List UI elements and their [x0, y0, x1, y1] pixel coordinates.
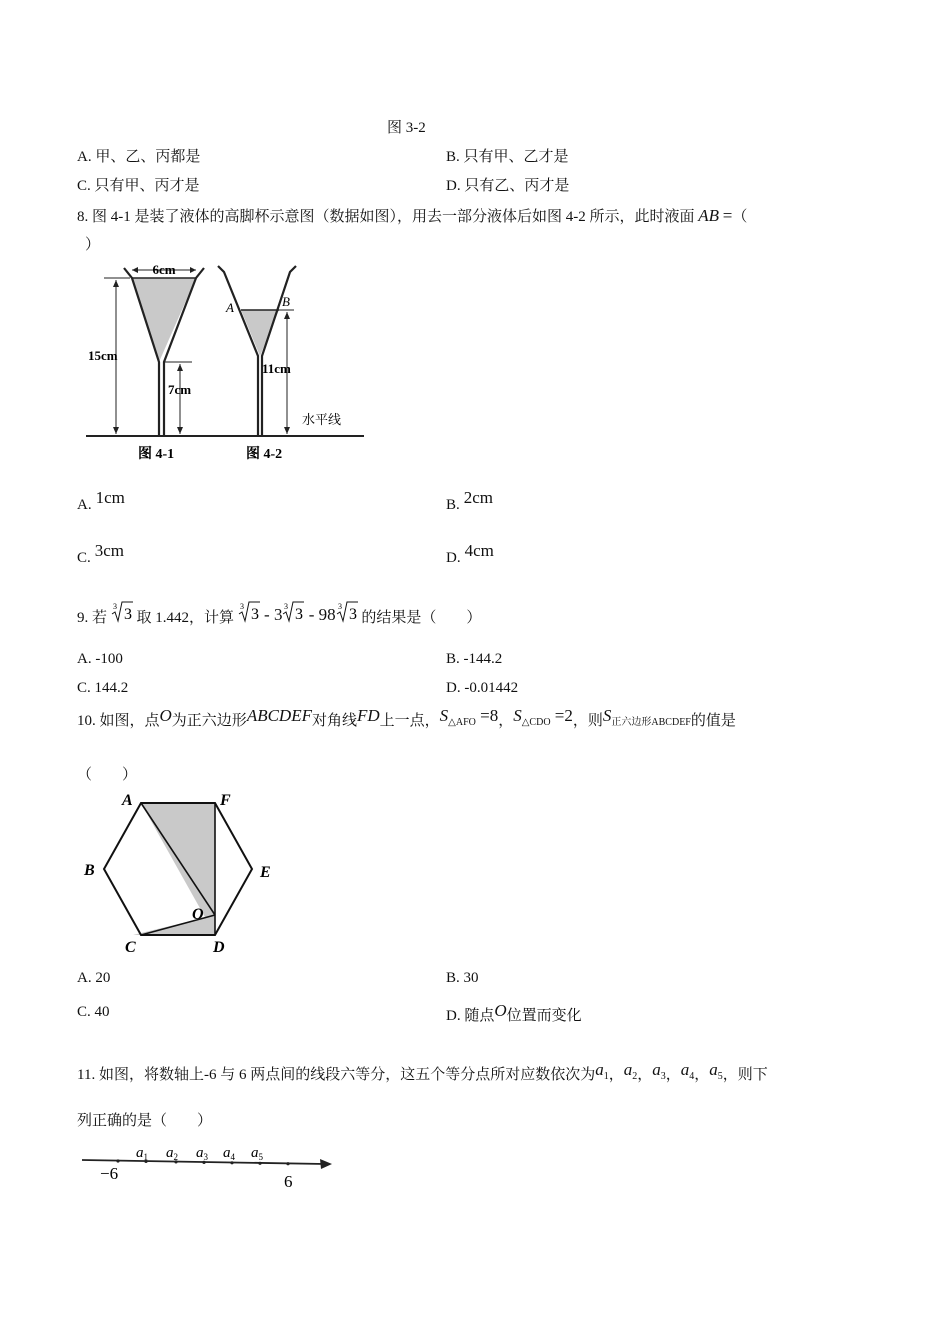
label-6: 6 — [284, 1172, 293, 1191]
label-b: B — [282, 294, 290, 309]
a-var: a — [709, 1060, 718, 1079]
option-letter: C. — [77, 680, 91, 696]
a-var: a — [623, 1060, 633, 1079]
option-letter: B. — [446, 651, 460, 667]
q10-text1: 为正六边形 — [171, 713, 247, 729]
q9-middle: 取 1.442，计算 — [136, 610, 235, 626]
q10-point-o: O — [159, 706, 172, 725]
option-text: 只有乙、丙才是 — [464, 178, 570, 194]
q10-stem — [77, 706, 736, 730]
vertex-a: A — [122, 792, 133, 809]
q10-hexagon: ABCDEF — [246, 706, 312, 725]
option-letter: B. — [446, 497, 460, 513]
a-var: a — [652, 1060, 661, 1079]
caption-4-1: 图 4-1 — [138, 447, 175, 462]
q7-option-b[interactable] — [446, 145, 569, 166]
a-var: a — [595, 1060, 604, 1079]
sep: ， — [637, 1067, 653, 1083]
option-text: 40 — [94, 1004, 110, 1020]
option-text: -100 — [95, 651, 123, 667]
coef-98: 98 — [318, 605, 336, 624]
q8-option-b[interactable] — [446, 488, 494, 514]
radicand: 3 — [123, 606, 132, 623]
option-letter: C. — [77, 550, 91, 566]
option-value: 1cm — [95, 488, 125, 507]
q7-option-a[interactable] — [77, 145, 200, 166]
area-value-2: =2 — [550, 706, 573, 725]
q10-text2: 对角线 — [311, 713, 357, 729]
option-letter: D. — [446, 680, 461, 696]
goblet-figure — [84, 256, 374, 466]
hexagon-figure — [80, 785, 290, 960]
cube-root-1 — [111, 600, 133, 624]
option-text: 甲、乙、丙都是 — [95, 149, 201, 165]
area-subscript-afo: △AFO — [448, 717, 476, 728]
q10-option-b[interactable] — [446, 970, 479, 987]
q10-paren: （ ） — [77, 767, 138, 783]
q7-option-c[interactable] — [77, 174, 200, 195]
area-value-8: =8 — [475, 706, 499, 725]
option-text: 随点 — [464, 1008, 495, 1024]
point-a2: $a_2$ — [166, 1145, 178, 1162]
cube-root-2 — [238, 600, 260, 624]
area-subscript-cdo: △CDO — [521, 717, 551, 728]
vertex-d: D — [213, 939, 225, 956]
area-subscript-hexagon: 正六边形ABCDEF — [611, 717, 691, 728]
root-index: 3 — [239, 602, 244, 611]
figure-caption-3-2: 图 3-2 — [387, 120, 426, 136]
minus-sign: - — [304, 605, 319, 624]
point-a5: $a_5$ — [251, 1145, 263, 1162]
top-width-label: 6cm — [152, 262, 176, 277]
q9-option-d[interactable] — [446, 680, 518, 697]
option-letter: D. — [446, 1008, 461, 1024]
area-s: S — [602, 706, 612, 725]
q9-option-a[interactable] — [77, 651, 123, 668]
option-text: 位置而变化 — [506, 1008, 582, 1024]
option-value: 2cm — [463, 488, 494, 507]
vertex-b: B — [84, 862, 95, 879]
liquid-height-label: 11cm — [262, 361, 291, 376]
q8-option-c[interactable] — [77, 541, 125, 567]
option-text: 只有甲、丙才是 — [94, 178, 200, 194]
option-text: 只有甲、乙才是 — [463, 149, 569, 165]
sep: ， — [694, 1067, 710, 1083]
a-sub-2: 2 — [632, 1071, 638, 1082]
q9-suffix: 的结果是（ ） — [361, 610, 482, 626]
goblet-4-1 — [88, 262, 204, 436]
option-value: 4cm — [464, 541, 494, 560]
q8-math-ab: AB — [698, 206, 720, 225]
vertex-f: F — [220, 792, 231, 809]
area-s: S — [513, 706, 522, 725]
a-sub-3: 3 — [660, 1071, 666, 1082]
option-letter: D. — [446, 550, 461, 566]
q10-text4: ，则 — [572, 713, 603, 729]
area-s: S — [439, 706, 449, 725]
option-math-o: O — [494, 1001, 507, 1020]
q8-equals: = — [722, 206, 733, 225]
q8-paren-close: ） — [85, 237, 101, 253]
q10-option-a[interactable] — [77, 970, 110, 987]
option-letter: B. — [446, 149, 460, 165]
cube-root-4 — [336, 600, 358, 624]
minus-sign: - — [259, 605, 274, 624]
q7-option-d[interactable] — [446, 174, 569, 195]
option-letter: A. — [77, 651, 92, 667]
option-letter: A. — [77, 149, 92, 165]
vertex-c: C — [125, 939, 136, 956]
option-letter: C. — [77, 1004, 91, 1020]
q9-prefix: 9. 若 — [77, 610, 108, 626]
point-o: O — [192, 906, 204, 923]
q10-option-d[interactable] — [446, 1001, 582, 1025]
triangle-afo — [141, 803, 215, 935]
option-text: -144.2 — [463, 651, 503, 667]
q11-stem — [77, 1060, 768, 1084]
root-index: 3 — [284, 602, 289, 611]
q10-segment: FD — [356, 706, 380, 725]
option-letter: B. — [446, 970, 460, 986]
option-text: 20 — [95, 970, 111, 986]
stem-height-label: 7cm — [168, 382, 192, 397]
q9-stem — [77, 600, 481, 630]
q8-option-a[interactable] — [77, 488, 125, 514]
label-minus-6: −6 — [100, 1164, 119, 1183]
q8-option-d[interactable] — [446, 541, 494, 567]
caption-4-2: 图 4-2 — [246, 447, 283, 462]
option-text: 30 — [463, 970, 479, 986]
sep: ， — [665, 1067, 681, 1083]
point-a1: $a_1$ — [136, 1145, 148, 1162]
option-letter: D. — [446, 178, 461, 194]
q8-stem-text: 8. 图 4-1 是装了液体的高脚杯示意图（数据如图），用去一部分液体后如图 4-2 所示，此时液面 — [77, 209, 695, 225]
q11-tail: ，则下 — [722, 1067, 768, 1083]
q10-text5: 的值是 — [690, 713, 736, 729]
q11-line1: 11. 如图，将数轴上-6 与 6 两点间的线段六等分，这五个等分点所对应数依次为 — [77, 1067, 596, 1083]
option-text: -0.01442 — [464, 680, 519, 696]
q8-paren-open: （ — [732, 209, 748, 225]
a-sub-1: 1 — [603, 1071, 609, 1082]
axis-arrow — [320, 1159, 332, 1169]
sep: ， — [608, 1067, 624, 1083]
point-a4: $a_4$ — [223, 1145, 235, 1162]
option-value: 3cm — [94, 541, 125, 560]
comma: ， — [498, 713, 514, 729]
point-a3: $a_3$ — [196, 1145, 208, 1162]
cube-root-3 — [282, 600, 304, 624]
horizontal-line-label: 水平线 — [302, 412, 342, 427]
q10-prefix: 10. 如图，点 — [77, 713, 160, 729]
radicand: 3 — [295, 606, 304, 623]
q10-text3: 上一点， — [379, 713, 440, 729]
label-a: A — [226, 300, 234, 315]
goblet-4-2 — [218, 266, 296, 436]
a-sub-5: 5 — [717, 1071, 723, 1082]
coef-3: 3 — [273, 605, 283, 624]
q11-line2: 列正确的是（ ） — [77, 1113, 213, 1129]
liquid-fill-4-2 — [241, 310, 279, 356]
vertex-e: E — [260, 864, 271, 881]
q8-stem — [77, 205, 747, 226]
q9-option-c[interactable] — [77, 680, 128, 697]
radicand: 3 — [250, 606, 259, 623]
a-sub-4: 4 — [689, 1071, 695, 1082]
q9-option-b[interactable] — [446, 651, 502, 668]
total-height-label: 15cm — [88, 348, 118, 363]
option-letter: A. — [77, 970, 92, 986]
radicand: 3 — [348, 606, 357, 623]
option-letter: C. — [77, 178, 91, 194]
root-index: 3 — [112, 602, 117, 611]
option-letter: A. — [77, 497, 92, 513]
number-line-figure — [80, 1138, 340, 1194]
root-index: 3 — [337, 602, 342, 611]
option-text: 144.2 — [94, 680, 129, 696]
q10-option-c[interactable] — [77, 1004, 110, 1021]
a-var: a — [680, 1060, 690, 1079]
liquid-fill-4-1 — [132, 278, 196, 362]
